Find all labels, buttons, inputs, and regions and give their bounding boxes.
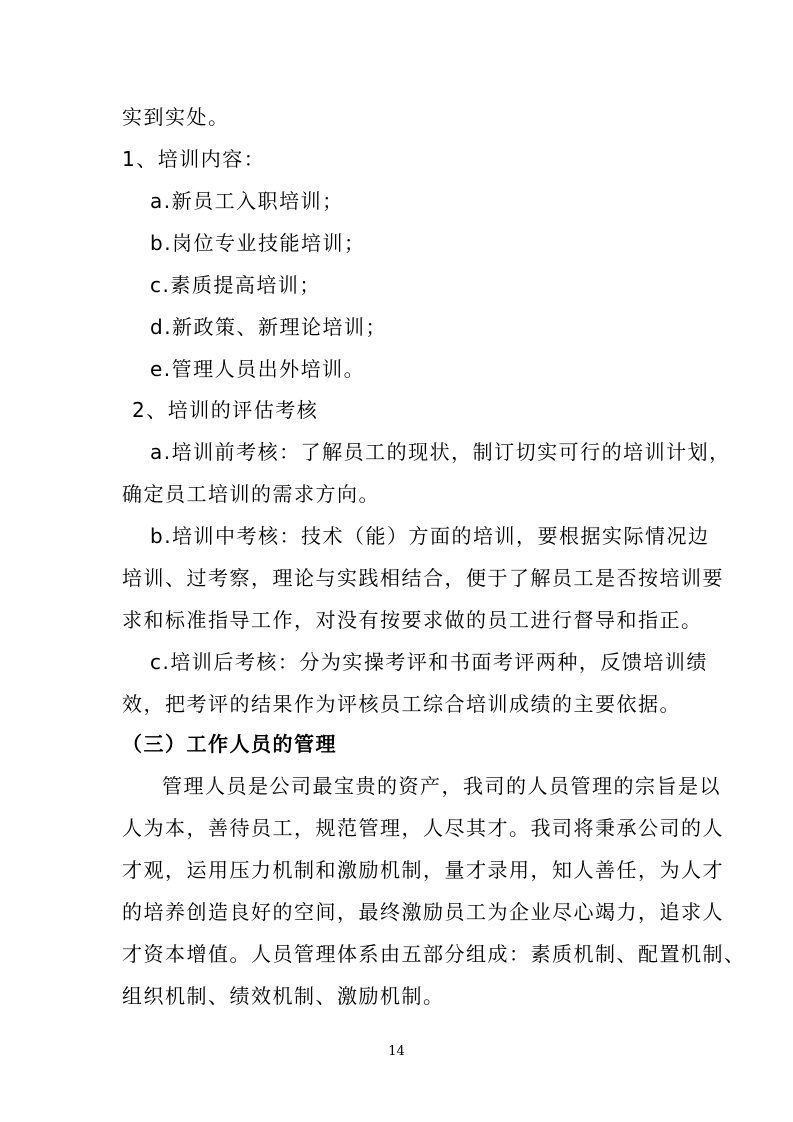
- list-item: c.素质提高培训；: [150, 273, 321, 297]
- chapter-heading: （三）工作人员的管理: [122, 732, 337, 756]
- text-line: c.培训后考核：分为实操考评和书面考评两种，反馈培训绩: [150, 650, 708, 674]
- text-line: 组织机制、绩效机制、激励机制。: [122, 984, 445, 1008]
- page-number: 14: [388, 1044, 405, 1059]
- list-item: a.新员工入职培训；: [150, 189, 344, 213]
- text-line: 人为本，善待员工，规范管理，人尽其才。我司将秉承公司的人: [122, 816, 724, 840]
- text-line: 才资本增值。人员管理体系由五部分组成：素质机制、配置机制、: [122, 942, 746, 966]
- text-line: 求和标准指导工作，对没有按要求做的员工进行督导和指正。: [122, 608, 703, 632]
- text-line: 实到实处。: [122, 105, 230, 129]
- text-line: 管理人员是公司最宝贵的资产，我司的人员管理的宗旨是以: [162, 774, 721, 798]
- list-item: d.新政策、新理论培训；: [150, 315, 388, 339]
- list-item: b.岗位专业技能培训；: [150, 231, 366, 255]
- text-line: a.培训前考核：了解员工的现状，制订切实可行的培训计划，: [150, 440, 731, 464]
- section-heading: 2、培训的评估考核: [132, 398, 319, 422]
- text-line: 培训、过考察，理论与实践相结合，便于了解员工是否按培训要: [122, 566, 724, 590]
- text-line: b.培训中考核：技术（能）方面的培训，要根据实际情况边: [150, 524, 710, 548]
- text-line: 的培养创造良好的空间，最终激励员工为企业尽心竭力，追求人: [122, 900, 724, 924]
- list-item: e.管理人员出外培训。: [150, 357, 366, 381]
- section-heading: 1、培训内容：: [122, 147, 266, 171]
- text-line: 确定员工培训的需求方向。: [122, 482, 380, 506]
- text-line: 才观，运用压力机制和激励机制，量才录用，知人善任，为人才: [122, 858, 724, 882]
- text-line: 效，把考评的结果作为评核员工综合培训成绩的主要依据。: [122, 692, 681, 716]
